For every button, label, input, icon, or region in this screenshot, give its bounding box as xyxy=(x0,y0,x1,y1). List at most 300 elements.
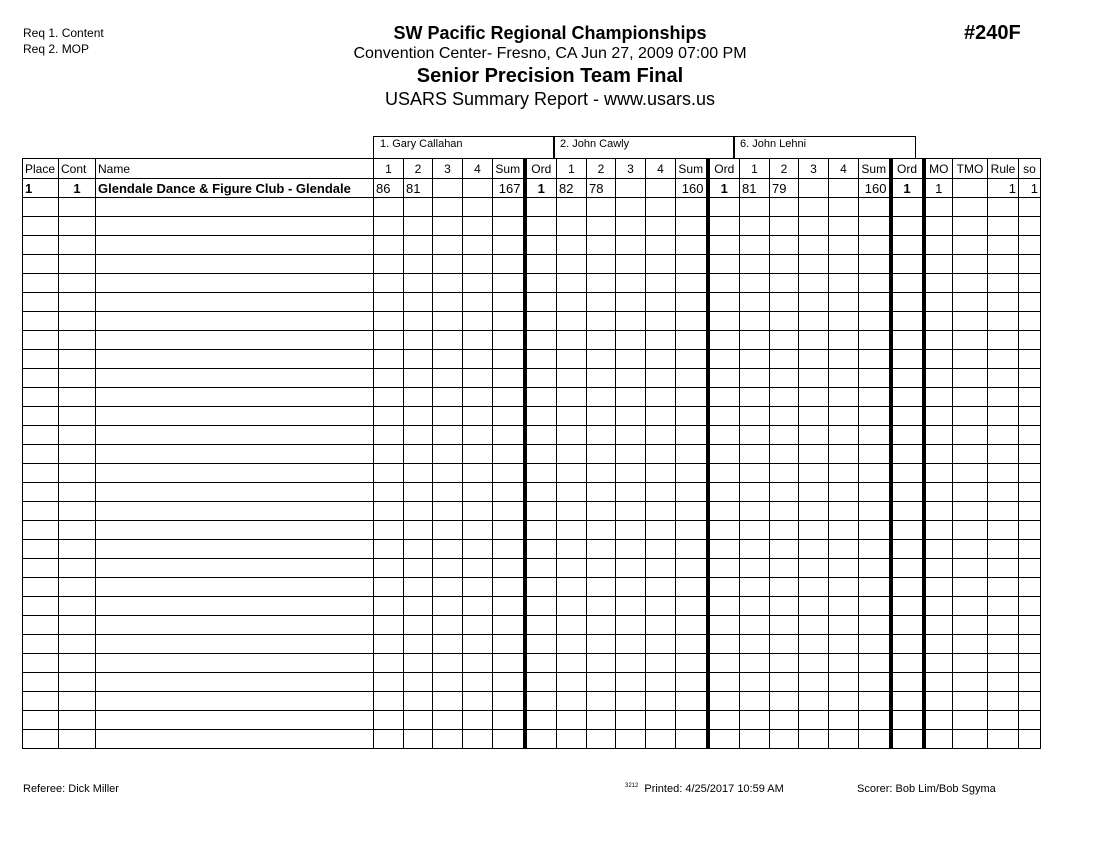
score-cell xyxy=(433,312,463,331)
referee: Referee: Dick Miller xyxy=(23,783,119,795)
cont-cell: 1 xyxy=(59,179,96,198)
sum-cell xyxy=(859,578,891,597)
score-cell xyxy=(740,388,770,407)
sum-cell xyxy=(493,730,525,749)
score-cell xyxy=(646,312,676,331)
score-cell xyxy=(374,483,404,502)
score-cell xyxy=(433,445,463,464)
score-cell: 81 xyxy=(740,179,770,198)
rule-cell xyxy=(988,559,1019,578)
team-name-cell xyxy=(96,217,374,236)
score-cell xyxy=(770,236,799,255)
sum-cell xyxy=(676,502,708,521)
team-name-cell xyxy=(96,445,374,464)
sum-cell xyxy=(493,274,525,293)
mo-cell xyxy=(924,312,953,331)
ordinal-cell xyxy=(708,217,740,236)
mo-cell xyxy=(924,673,953,692)
sum-cell xyxy=(676,540,708,559)
so-cell xyxy=(1019,369,1041,388)
sum-cell xyxy=(676,445,708,464)
score-cell xyxy=(829,217,859,236)
score-cell xyxy=(463,635,493,654)
score-cell xyxy=(587,407,616,426)
score-cell xyxy=(557,217,587,236)
score-cell xyxy=(374,597,404,616)
score-cell xyxy=(374,635,404,654)
rule-cell xyxy=(988,692,1019,711)
score-cell xyxy=(740,559,770,578)
team-name-cell: Glendale Dance & Figure Club - Glendale xyxy=(96,179,374,198)
ordinal-cell xyxy=(891,331,924,350)
rule-cell xyxy=(988,198,1019,217)
score-cell xyxy=(770,464,799,483)
score-cell xyxy=(740,597,770,616)
mo-cell xyxy=(924,521,953,540)
table-row xyxy=(23,540,1041,559)
score-cell xyxy=(557,502,587,521)
ordinal-cell xyxy=(708,597,740,616)
tmo-cell xyxy=(953,293,988,312)
score-cell xyxy=(740,540,770,559)
score-cell xyxy=(646,274,676,293)
tmo-cell xyxy=(953,217,988,236)
sum-cell xyxy=(859,369,891,388)
sum-cell xyxy=(493,198,525,217)
score-cell xyxy=(616,274,646,293)
score-cell xyxy=(616,312,646,331)
ordinal-cell xyxy=(525,388,557,407)
table-row xyxy=(23,274,1041,293)
score-cell xyxy=(374,388,404,407)
score-cell xyxy=(587,559,616,578)
place-cell xyxy=(23,350,59,369)
ordinal-cell xyxy=(525,673,557,692)
mo-cell xyxy=(924,559,953,578)
rule-cell xyxy=(988,217,1019,236)
table-row xyxy=(23,236,1041,255)
place-cell xyxy=(23,369,59,388)
score-cell xyxy=(616,369,646,388)
score-cell xyxy=(374,255,404,274)
sum-cell xyxy=(859,217,891,236)
score-cell xyxy=(374,654,404,673)
score-cell xyxy=(463,369,493,388)
team-name-cell xyxy=(96,464,374,483)
cont-cell xyxy=(59,654,96,673)
ordinal-cell xyxy=(891,407,924,426)
score-cell xyxy=(433,350,463,369)
score-cell xyxy=(374,578,404,597)
ordinal-cell xyxy=(525,578,557,597)
sum-cell xyxy=(676,673,708,692)
sum-cell xyxy=(859,730,891,749)
mo-cell xyxy=(924,388,953,407)
score-cell xyxy=(646,730,676,749)
score-cell xyxy=(463,293,493,312)
score-cell xyxy=(404,559,433,578)
so-cell xyxy=(1019,540,1041,559)
score-cell xyxy=(829,331,859,350)
ordinal-cell xyxy=(708,692,740,711)
score-cell xyxy=(587,616,616,635)
sum-cell xyxy=(493,369,525,388)
mo-cell xyxy=(924,692,953,711)
requirement-1: Req 1. Content xyxy=(23,26,104,40)
score-cell xyxy=(616,464,646,483)
so-cell xyxy=(1019,255,1041,274)
score-cell xyxy=(770,426,799,445)
score-cell xyxy=(799,274,829,293)
so-cell xyxy=(1019,559,1041,578)
score-cell xyxy=(646,255,676,274)
score-cell xyxy=(829,388,859,407)
score-cell xyxy=(404,730,433,749)
tmo-cell xyxy=(953,502,988,521)
ordinal-cell xyxy=(708,464,740,483)
sum-cell xyxy=(859,236,891,255)
ordinal-cell xyxy=(525,350,557,369)
cont-cell xyxy=(59,616,96,635)
sum-cell xyxy=(493,483,525,502)
score-cell xyxy=(557,236,587,255)
cont-cell xyxy=(59,369,96,388)
tmo-cell xyxy=(953,597,988,616)
score-cell xyxy=(616,673,646,692)
score-cell xyxy=(770,331,799,350)
rule-cell xyxy=(988,369,1019,388)
ordinal-cell xyxy=(891,388,924,407)
ordinal-cell xyxy=(891,540,924,559)
mo-cell xyxy=(924,635,953,654)
score-cell xyxy=(740,331,770,350)
score-cell xyxy=(770,616,799,635)
rule-cell xyxy=(988,464,1019,483)
col-ord-header: Ord xyxy=(708,159,740,179)
sum-cell xyxy=(676,331,708,350)
ordinal-cell xyxy=(525,711,557,730)
ordinal-cell xyxy=(891,692,924,711)
so-cell xyxy=(1019,521,1041,540)
place-cell xyxy=(23,635,59,654)
ordinal-cell xyxy=(525,198,557,217)
score-cell xyxy=(799,369,829,388)
table-row xyxy=(23,198,1041,217)
score-cell xyxy=(829,198,859,217)
table-row xyxy=(23,293,1041,312)
score-cell xyxy=(587,426,616,445)
cont-cell xyxy=(59,198,96,217)
sum-cell xyxy=(676,616,708,635)
score-cell xyxy=(557,407,587,426)
score-cell xyxy=(557,635,587,654)
score-cell xyxy=(646,198,676,217)
score-cell: 82 xyxy=(557,179,587,198)
score-cell xyxy=(433,730,463,749)
score-cell xyxy=(646,293,676,312)
ordinal-cell xyxy=(891,464,924,483)
ordinal-cell xyxy=(708,711,740,730)
sum-cell xyxy=(676,293,708,312)
so-cell xyxy=(1019,635,1041,654)
rule-cell xyxy=(988,312,1019,331)
score-cell xyxy=(770,654,799,673)
score-cell xyxy=(463,730,493,749)
table-row xyxy=(23,597,1041,616)
score-cell xyxy=(463,274,493,293)
score-cell xyxy=(374,350,404,369)
score-cell xyxy=(799,502,829,521)
team-name-cell xyxy=(96,369,374,388)
team-name-cell xyxy=(96,635,374,654)
rule-cell xyxy=(988,407,1019,426)
score-cell xyxy=(616,217,646,236)
ordinal-cell xyxy=(525,274,557,293)
score-cell xyxy=(433,540,463,559)
cont-cell xyxy=(59,331,96,350)
team-name-cell xyxy=(96,350,374,369)
score-cell xyxy=(829,445,859,464)
ordinal-cell xyxy=(891,350,924,369)
score-cell xyxy=(799,407,829,426)
score-cell xyxy=(616,635,646,654)
rule-cell xyxy=(988,540,1019,559)
tmo-cell xyxy=(953,578,988,597)
ordinal-cell xyxy=(525,616,557,635)
team-name-cell xyxy=(96,293,374,312)
ordinal-cell xyxy=(525,540,557,559)
score-cell xyxy=(404,331,433,350)
score-cell xyxy=(616,388,646,407)
sum-cell xyxy=(859,711,891,730)
score-cell xyxy=(587,293,616,312)
score-cell xyxy=(557,483,587,502)
so-cell xyxy=(1019,654,1041,673)
score-cell xyxy=(557,255,587,274)
score-cell xyxy=(799,464,829,483)
place-cell xyxy=(23,730,59,749)
score-cell xyxy=(616,616,646,635)
ordinal-cell xyxy=(891,635,924,654)
sum-cell xyxy=(859,274,891,293)
results-table xyxy=(22,158,1041,749)
score-cell xyxy=(374,502,404,521)
ordinal-cell xyxy=(708,293,740,312)
ordinal-cell xyxy=(525,654,557,673)
score-cell xyxy=(616,559,646,578)
score-cell xyxy=(557,673,587,692)
score-cell xyxy=(829,464,859,483)
score-cell xyxy=(404,692,433,711)
tmo-cell xyxy=(953,198,988,217)
so-cell xyxy=(1019,673,1041,692)
score-cell: 79 xyxy=(770,179,799,198)
ordinal-cell xyxy=(708,445,740,464)
score-cell xyxy=(829,483,859,502)
score-cell xyxy=(374,464,404,483)
score-cell xyxy=(646,673,676,692)
score-cell xyxy=(404,673,433,692)
rule-cell xyxy=(988,616,1019,635)
score-cell xyxy=(740,312,770,331)
place-cell xyxy=(23,521,59,540)
score-cell xyxy=(404,464,433,483)
tmo-cell xyxy=(953,654,988,673)
rule-cell xyxy=(988,578,1019,597)
place-cell xyxy=(23,711,59,730)
place-cell xyxy=(23,407,59,426)
requirement-2: Req 2. MOP xyxy=(23,42,90,56)
score-cell xyxy=(463,711,493,730)
ordinal-cell xyxy=(891,559,924,578)
table-row xyxy=(23,616,1041,635)
score-cell xyxy=(740,692,770,711)
ordinal-cell xyxy=(525,255,557,274)
rule-cell xyxy=(988,236,1019,255)
score-cell xyxy=(740,673,770,692)
tmo-cell xyxy=(953,445,988,464)
score-cell xyxy=(557,521,587,540)
tmo-cell xyxy=(953,369,988,388)
score-cell xyxy=(799,217,829,236)
score-cell xyxy=(557,692,587,711)
sum-cell xyxy=(859,331,891,350)
table-row xyxy=(23,388,1041,407)
score-cell xyxy=(616,198,646,217)
cont-cell xyxy=(59,578,96,597)
ordinal-cell xyxy=(525,426,557,445)
score-cell xyxy=(740,654,770,673)
sum-cell xyxy=(859,521,891,540)
score-cell xyxy=(463,578,493,597)
ordinal-cell xyxy=(525,502,557,521)
score-cell xyxy=(829,255,859,274)
tmo-cell xyxy=(953,179,988,198)
score-cell xyxy=(587,540,616,559)
score-cell xyxy=(770,540,799,559)
score-cell xyxy=(740,198,770,217)
score-cell xyxy=(799,312,829,331)
score-cell xyxy=(433,255,463,274)
score-cell xyxy=(433,217,463,236)
team-name-cell xyxy=(96,407,374,426)
sum-cell xyxy=(676,635,708,654)
score-cell xyxy=(587,388,616,407)
score-cell xyxy=(463,692,493,711)
table-row xyxy=(23,654,1041,673)
score-cell xyxy=(646,578,676,597)
score-cell xyxy=(770,274,799,293)
mo-cell xyxy=(924,711,953,730)
score-cell xyxy=(770,673,799,692)
ordinal-cell xyxy=(525,559,557,578)
score-cell xyxy=(374,369,404,388)
cont-cell xyxy=(59,255,96,274)
ordinal-cell xyxy=(708,388,740,407)
score-cell xyxy=(799,179,829,198)
score-cell xyxy=(404,369,433,388)
score-cell xyxy=(463,350,493,369)
sum-cell xyxy=(493,692,525,711)
so-cell xyxy=(1019,407,1041,426)
team-name-cell xyxy=(96,426,374,445)
team-name-cell xyxy=(96,578,374,597)
rule-cell xyxy=(988,635,1019,654)
mo-cell xyxy=(924,483,953,502)
ordinal-cell xyxy=(525,692,557,711)
rule-cell xyxy=(988,293,1019,312)
score-cell xyxy=(799,616,829,635)
ordinal-cell xyxy=(891,198,924,217)
cont-cell xyxy=(59,236,96,255)
sum-cell xyxy=(859,483,891,502)
score-cell xyxy=(587,692,616,711)
score-cell xyxy=(616,578,646,597)
place-cell xyxy=(23,236,59,255)
sum-cell xyxy=(493,464,525,483)
table-row xyxy=(23,578,1041,597)
score-cell xyxy=(433,616,463,635)
score-cell xyxy=(799,236,829,255)
score-cell xyxy=(616,711,646,730)
ordinal-cell xyxy=(525,312,557,331)
table-row xyxy=(23,179,1041,198)
sum-cell xyxy=(676,521,708,540)
table-row xyxy=(23,445,1041,464)
score-cell xyxy=(740,483,770,502)
score-cell xyxy=(740,369,770,388)
score-cell xyxy=(616,502,646,521)
score-cell xyxy=(463,559,493,578)
ordinal-cell xyxy=(708,198,740,217)
so-cell xyxy=(1019,217,1041,236)
sum-cell xyxy=(676,483,708,502)
sum-cell xyxy=(676,217,708,236)
cont-cell xyxy=(59,692,96,711)
score-cell xyxy=(770,312,799,331)
col-score-header: 3 xyxy=(799,159,829,179)
score-cell xyxy=(829,236,859,255)
score-cell xyxy=(829,673,859,692)
sum-cell xyxy=(859,540,891,559)
event-number: #240F xyxy=(964,22,1021,44)
ordinal-cell xyxy=(708,730,740,749)
score-cell xyxy=(799,483,829,502)
ordinal-cell: 1 xyxy=(708,179,740,198)
score-cell xyxy=(433,521,463,540)
mo-cell xyxy=(924,578,953,597)
score-cell xyxy=(770,692,799,711)
col-score-header: 2 xyxy=(404,159,433,179)
place-cell xyxy=(23,388,59,407)
report-title: USARS Summary Report - www.usars.us xyxy=(384,89,716,109)
sum-cell xyxy=(676,350,708,369)
place-cell xyxy=(23,255,59,274)
mo-cell xyxy=(924,198,953,217)
table-row xyxy=(23,312,1041,331)
ordinal-cell xyxy=(525,293,557,312)
score-cell xyxy=(799,350,829,369)
mo-cell xyxy=(924,616,953,635)
cont-cell xyxy=(59,217,96,236)
score-cell xyxy=(587,217,616,236)
so-cell xyxy=(1019,597,1041,616)
score-cell xyxy=(374,407,404,426)
score-cell xyxy=(374,274,404,293)
score-cell xyxy=(433,369,463,388)
so-cell xyxy=(1019,388,1041,407)
score-cell xyxy=(587,711,616,730)
